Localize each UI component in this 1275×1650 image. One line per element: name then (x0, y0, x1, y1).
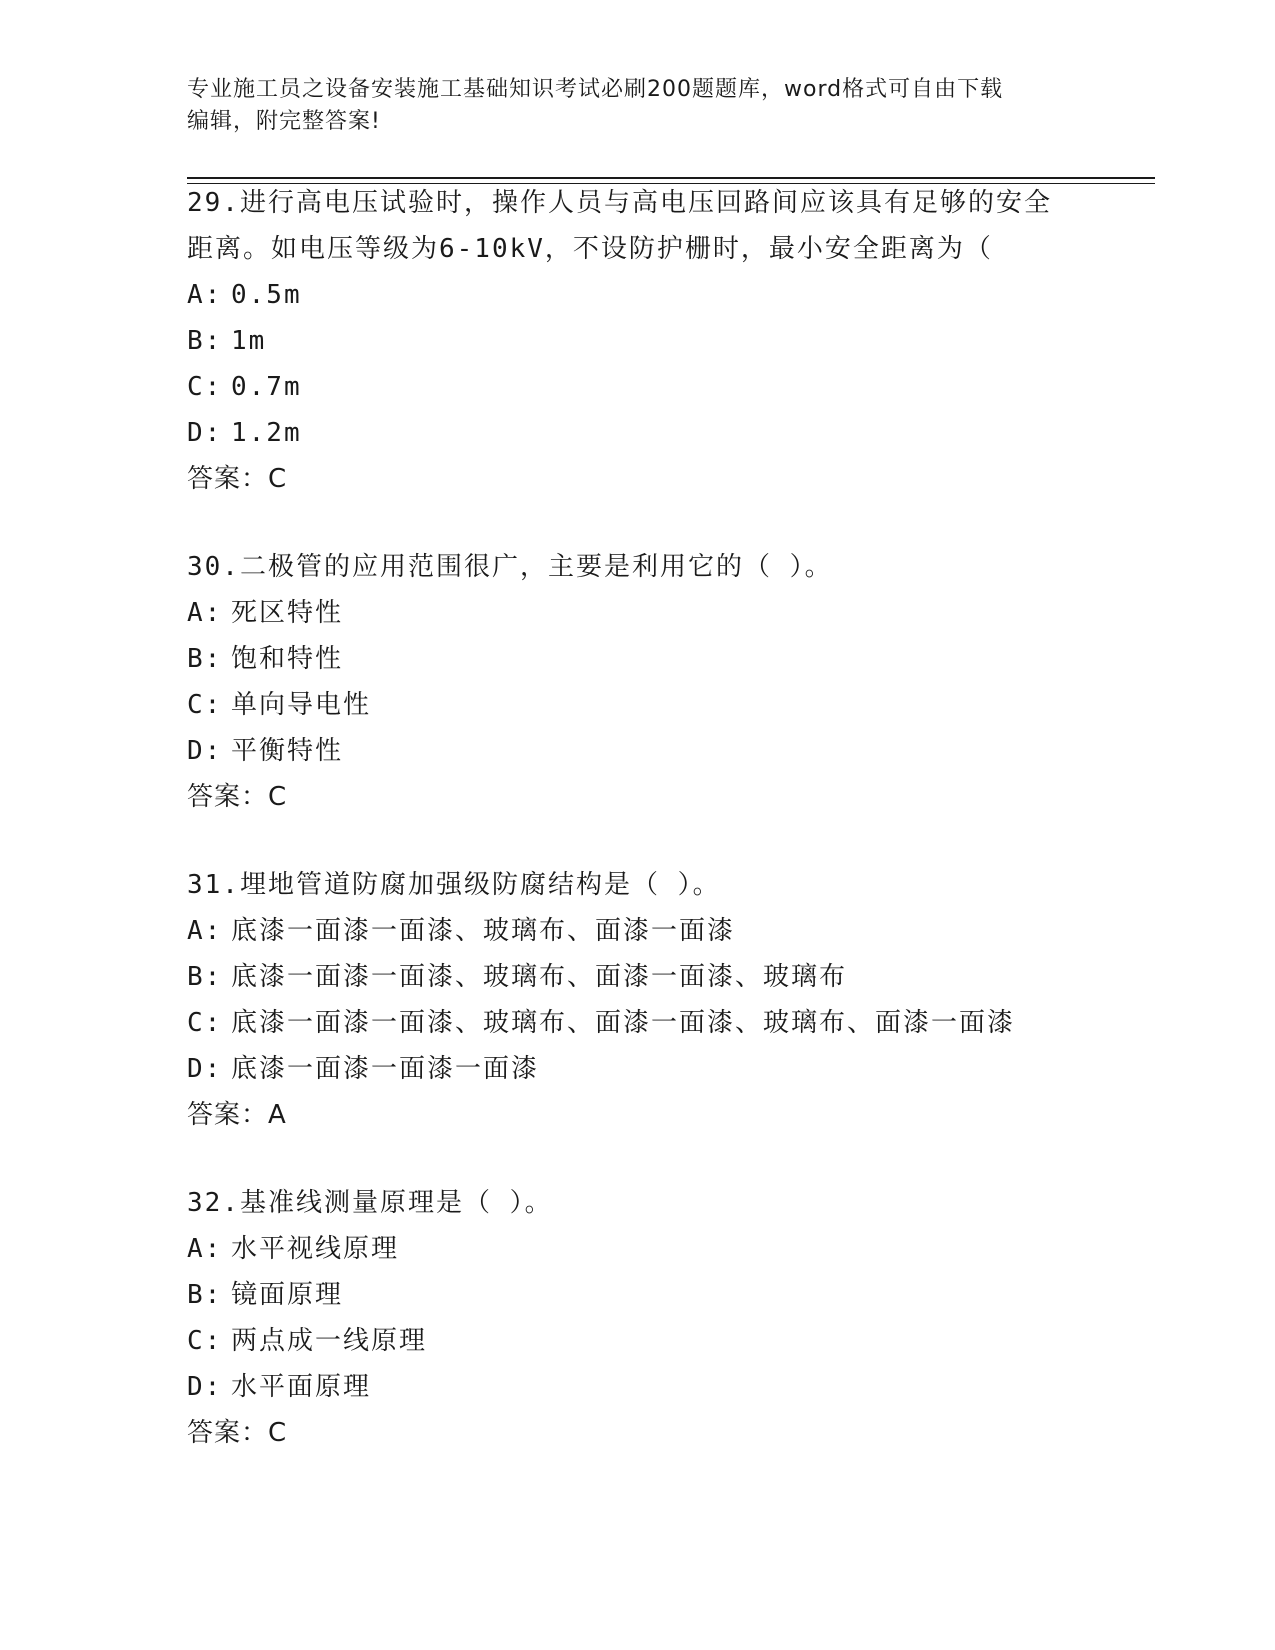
option-text: 0.5m (231, 280, 302, 310)
answer-line: 答案：C (187, 1418, 288, 1448)
option-text: 1.2m (231, 418, 302, 448)
option-key: C: (187, 1326, 223, 1356)
question-29 (187, 180, 1087, 502)
option-a (187, 272, 1087, 318)
option-text: 单向导电性 (231, 690, 372, 720)
option-text: 水平视线原理 (231, 1234, 400, 1264)
option-text: 两点成一线原理 (231, 1326, 428, 1356)
header-line-1: 专业施工员之设备安装施工基础知识考试必刷200题题库，word格式可自由下载 (187, 77, 1004, 102)
option-c (187, 364, 1087, 410)
option-b (187, 1272, 1087, 1318)
header-divider-thick (187, 177, 1155, 179)
question-stem-line: 30.二极管的应用范围很广，主要是利用它的（ ）。 (187, 552, 833, 582)
document-header (187, 74, 1067, 138)
answer-line: 答案：C (187, 464, 288, 494)
option-text: 镜面原理 (231, 1280, 344, 1310)
question-stem-line: 距离。如电压等级为6-10kV，不设防护栅时，最小安全距离为（ (187, 234, 993, 264)
option-d (187, 728, 1087, 774)
question-stem-line: 32.基准线测量原理是（ ）。 (187, 1188, 553, 1218)
option-text: 平衡特性 (231, 736, 344, 766)
option-key: A: (187, 598, 223, 628)
question-stem-line: 31.埋地管道防腐加强级防腐结构是（ ）。 (187, 870, 721, 900)
option-key: B: (187, 1280, 223, 1310)
option-text: 饱和特性 (231, 644, 344, 674)
option-key: B: (187, 326, 223, 356)
option-key: C: (187, 690, 223, 720)
option-b (187, 318, 1087, 364)
option-a (187, 590, 1087, 636)
option-key: C: (187, 1008, 223, 1038)
option-a (187, 1226, 1087, 1272)
question-31 (187, 862, 1087, 1138)
option-d (187, 1046, 1087, 1092)
option-b (187, 636, 1087, 682)
option-c (187, 1318, 1087, 1364)
option-b (187, 954, 1087, 1000)
question-32 (187, 1180, 1087, 1456)
option-text: 0.7m (231, 372, 302, 402)
option-a (187, 908, 1087, 954)
answer-line: 答案：A (187, 1100, 287, 1130)
option-d (187, 410, 1087, 456)
answer-line: 答案：C (187, 782, 288, 812)
option-key: D: (187, 736, 223, 766)
option-text: 水平面原理 (231, 1372, 372, 1402)
option-key: A: (187, 1234, 223, 1264)
option-key: D: (187, 418, 223, 448)
option-key: A: (187, 916, 223, 946)
question-stem-line: 29.进行高电压试验时，操作人员与高电压回路间应该具有足够的安全 (187, 188, 1052, 218)
option-key: B: (187, 644, 223, 674)
option-text: 底漆一面漆一面漆、玻璃布、面漆一面漆、玻璃布 (231, 962, 848, 992)
option-text: 底漆一面漆一面漆一面漆 (231, 1054, 540, 1084)
option-text: 底漆一面漆一面漆、玻璃布、面漆一面漆、玻璃布、面漆一面漆 (231, 1008, 1016, 1038)
option-text: 死区特性 (231, 598, 344, 628)
option-c (187, 1000, 1087, 1046)
option-key: C: (187, 372, 223, 402)
header-line-2: 编辑，附完整答案! (187, 109, 381, 134)
option-c (187, 682, 1087, 728)
option-text: 底漆一面漆一面漆、玻璃布、面漆一面漆 (231, 916, 736, 946)
question-30 (187, 544, 1087, 820)
option-key: B: (187, 962, 223, 992)
option-text: 1m (231, 326, 267, 356)
option-key: D: (187, 1372, 223, 1402)
option-key: A: (187, 280, 223, 310)
option-key: D: (187, 1054, 223, 1084)
option-d (187, 1364, 1087, 1410)
